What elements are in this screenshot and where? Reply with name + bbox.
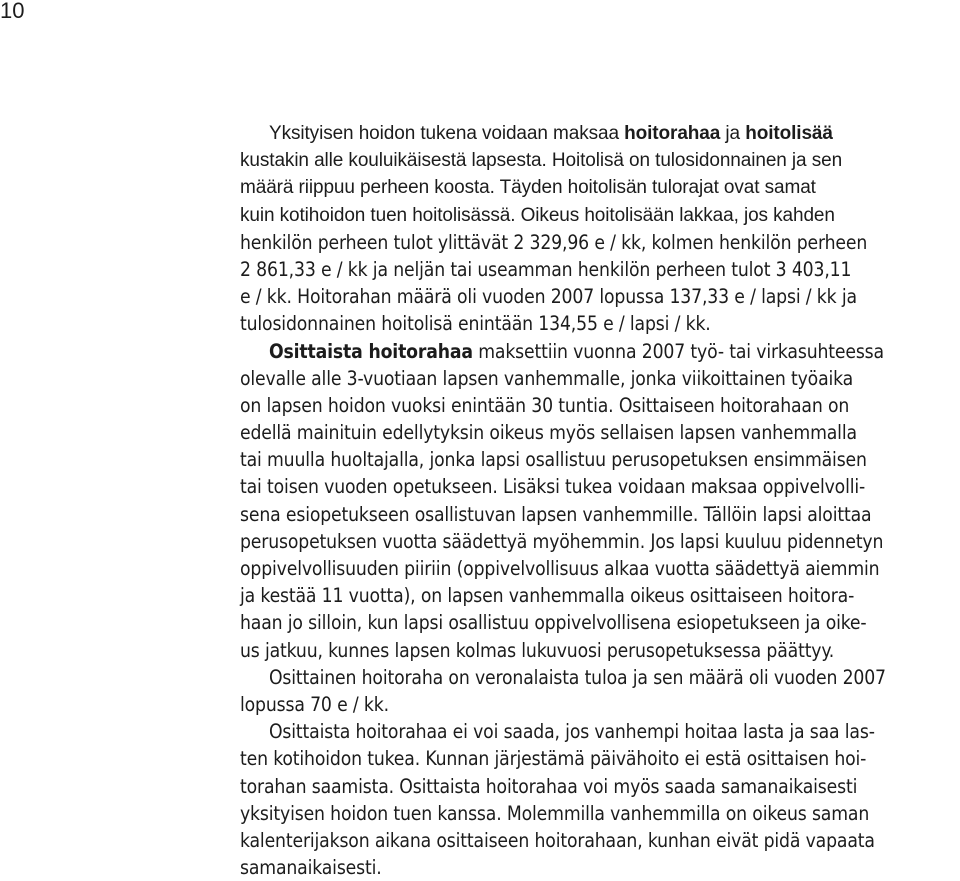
text-line — [240, 582, 958, 609]
text-line — [240, 338, 958, 365]
text-line — [240, 800, 958, 827]
text-line — [240, 446, 958, 473]
text-line — [240, 528, 958, 555]
text-segment: henkilön perheen tulot ylittävät 2 329,96 e / kk, kolmen henkilön perheen — [240, 230, 868, 254]
page-number: 10 — [0, 0, 25, 23]
text-segment: torahan saamista. Osittaista hoitorahaa voi myös saada samanaikaisesti — [240, 774, 858, 798]
text-segment: yksityisen hoidon tuen kanssa. Molemmilla vanhemmilla on oikeus saman — [240, 801, 870, 825]
text-line — [240, 419, 958, 446]
text-segment: us jatkuu, kunnes lapsen kolmas lukuvuosi perusopetuksessa päättyy. — [240, 638, 835, 662]
text-segment: on lapsen hoidon vuoksi enintään 30 tuntia. Osittaiseen hoitorahaan on — [240, 393, 850, 417]
text-line — [240, 854, 958, 881]
text-segment: haan jo silloin, kun lapsi osallistuu oppivelvollisena esiopetukseen ja oike- — [240, 611, 867, 635]
text-line — [240, 555, 958, 582]
text-segment: Yksityisen hoidon tukena voidaan maksaa — [269, 123, 625, 144]
text-line — [240, 827, 958, 854]
text-segment: sena esiopetukseen osallistuvan lapsen vanhemmille. Tällöin lapsi aloittaa — [240, 502, 872, 526]
text-line — [240, 773, 958, 800]
text-segment: tulosidonnainen hoitolisä enintään 134,55 e / lapsi / kk. — [240, 312, 711, 336]
text-segment: maksettiin vuonna 2007 työ- tai virkasuhteessa — [472, 339, 884, 363]
text-segment: edellä mainituin edellytyksin oikeus myös sellaisen lapsen vanhemmalla — [240, 421, 857, 445]
text-line — [240, 202, 958, 229]
text-line — [240, 120, 958, 147]
text-segment: 2 861,33 e / kk ja neljän tai useamman henkilön perheen tulot 3 403,11 — [240, 257, 852, 281]
text-line — [240, 174, 958, 201]
text-segment: kalenterijakson aikana osittaiseen hoitorahaan, kunhan eivät pidä vapaata — [240, 828, 875, 852]
text-segment: perusopetuksen vuotta säädettyä myöhemmin. Jos lapsi kuuluu pidennetyn — [240, 529, 884, 553]
text-segment: Osittaista hoitorahaa ei voi saada, jos vanhempi hoitaa lasta ja saa las- — [269, 720, 875, 744]
text-line — [240, 229, 958, 256]
text-segment: ten kotihoidon tukea. Kunnan järjestämä päivähoito ei estä osittaisen hoi- — [240, 747, 867, 771]
text-segment: tai toisen vuoden opetukseen. Lisäksi tukea voidaan maksaa oppivelvolli- — [240, 475, 866, 499]
text-line — [240, 718, 958, 745]
text-segment: tai muulla huoltajalla, jonka lapsi osallistuu perusopetuksen ensimmäisen — [240, 448, 867, 472]
text-line — [240, 745, 958, 772]
text-segment: kustakin alle kouluikäisestä lapsesta. Hoitolisä on tulosidonnainen ja sen — [240, 150, 843, 172]
text-segment: ja — [720, 123, 746, 144]
text-line — [240, 392, 958, 419]
text-line — [240, 691, 958, 718]
text-segment: oppivelvollisuuden piiriin (oppivelvollisuus alkaa vuotta säädettyä aiemmin — [240, 557, 880, 580]
text-segment: lopussa 70 e / kk. — [240, 692, 389, 716]
text-line — [240, 501, 958, 528]
text-segment: samanaikaisesti. — [240, 856, 382, 880]
bold-term: hoitolisää — [745, 123, 833, 144]
text-line — [240, 637, 958, 664]
text-line — [240, 473, 958, 500]
text-segment: Osittainen hoitoraha on veronalaista tuloa ja sen määrä oli vuoden 2007 — [269, 665, 886, 689]
text-line — [240, 256, 958, 283]
text-segment: määrä riippuu perheen koosta. Täyden hoitolisän tulorajat ovat samat — [240, 177, 816, 199]
body-text — [240, 120, 958, 881]
text-line — [240, 609, 958, 636]
text-segment: olevalle alle 3-vuotiaan lapsen vanhemmalle, jonka viikoittainen työaika — [240, 366, 854, 390]
text-line — [240, 147, 958, 174]
text-segment: e / kk. Hoitorahan määrä oli vuoden 2007 lopussa 137,33 e / lapsi / kk ja — [240, 285, 857, 309]
text-line — [240, 664, 958, 691]
bold-term: Osittaista hoitorahaa — [269, 339, 473, 363]
text-line — [240, 310, 958, 337]
text-line — [240, 283, 958, 310]
text-line — [240, 365, 958, 392]
bold-term: hoitorahaa — [624, 123, 721, 144]
text-segment: ja kestää 11 vuotta), on lapsen vanhemmalla oikeus osittaiseen hoitora- — [240, 584, 855, 608]
text-segment: kuin kotihoidon tuen hoitolisässä. Oikeus hoitolisään lakkaa, jos kahden — [240, 204, 835, 226]
